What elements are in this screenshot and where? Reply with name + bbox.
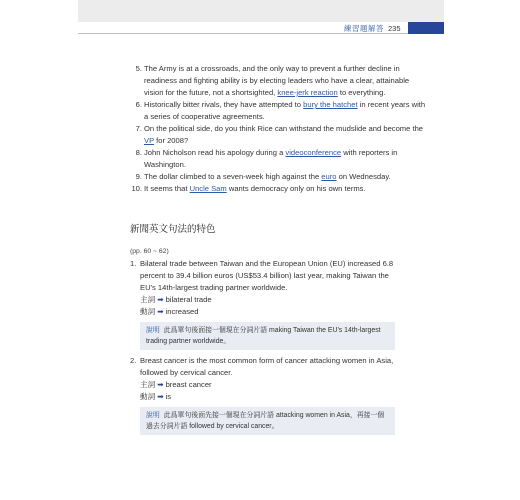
subject-value: bilateral trade <box>165 295 212 304</box>
list-item-text: in recent years with a series of cooperative agreements. <box>144 100 426 121</box>
list-item <box>130 147 430 171</box>
list-item <box>130 99 430 123</box>
list-item-text: The Army is at a crossroads, and the only way to prevent a further decline in readiness and fighting ability is by electing leaders who have a clear, attainable vision for the future, not a shortsighted, <box>144 64 410 97</box>
arrow-icon: ➡ <box>157 295 164 304</box>
running-head: 練習題解答 <box>344 24 384 33</box>
feature-sentence-text: Breast cancer is the most common form of cancer attacking women in Asia, followed by cervical cancer. <box>140 356 394 377</box>
list-item-number: 9. <box>135 172 142 181</box>
feature-number: 1. <box>130 259 137 268</box>
feature-sentence <box>130 355 395 379</box>
verb-line <box>130 306 395 318</box>
list-item-number: 8. <box>135 148 142 157</box>
feature-item-1 <box>130 258 395 350</box>
arrow-icon: ➡ <box>157 380 164 389</box>
list-item-text: on Wednesday. <box>336 172 391 181</box>
feature-item-2 <box>130 355 395 435</box>
list-item <box>130 123 430 147</box>
subject-value: breast cancer <box>165 380 212 389</box>
verb-label: 動詞 <box>140 307 156 316</box>
verb-label: 動詞 <box>140 392 156 401</box>
list-item <box>130 183 430 195</box>
list-item-text: The dollar climbed to a seven-week high against the <box>144 172 322 181</box>
list-item-text: It seems that <box>144 184 190 193</box>
subject-label: 主詞 <box>140 295 156 304</box>
list-item <box>130 171 430 183</box>
vocab-link[interactable]: Uncle Sam <box>189 184 227 193</box>
list-item-number: 7. <box>135 124 142 133</box>
list-item <box>130 63 430 99</box>
subject-line <box>130 294 395 306</box>
list-item-number: 5. <box>135 64 142 73</box>
vocab-link[interactable]: knee-jerk reaction <box>277 88 338 97</box>
verb-value: increased <box>165 307 199 316</box>
subject-line <box>130 379 395 391</box>
subject-label: 主詞 <box>140 380 156 389</box>
arrow-icon: ➡ <box>157 392 164 401</box>
list-item-text: Historically bitter rivals, they have attempted to <box>144 100 304 109</box>
feature-sentence <box>130 258 395 294</box>
vocab-link[interactable]: euro <box>321 172 337 181</box>
list-item-text: to everything. <box>337 88 386 97</box>
explanation-label: 說明 <box>146 412 160 419</box>
explanation-label: 說明 <box>146 327 160 334</box>
list-item-number: 6. <box>135 100 142 109</box>
list-item-text: wants democracy only on his own terms. <box>226 184 366 193</box>
vocab-link[interactable]: VP <box>144 136 154 145</box>
page-range: (pp. 60 ~ 62) <box>130 248 169 255</box>
explanation-box <box>140 322 395 350</box>
explanation-text: 此爲單句後面先接一個現在分詞片語 attacking women in Asia，再接一個過去分詞片語 followed by cervical cancer。 <box>146 412 385 430</box>
page-number: 235 <box>388 24 401 33</box>
verb-line <box>130 391 395 403</box>
explanation-box <box>140 407 395 435</box>
vocab-link[interactable]: videoconference <box>285 148 342 157</box>
explanation-text: 此爲單句後面接一個現在分詞片語 making Taiwan the EU's 14th-largest trading partner worldwide。 <box>146 327 381 345</box>
verb-value: is <box>165 392 172 401</box>
feature-number: 2. <box>130 356 137 365</box>
section-title: 新聞英文句法的特色 <box>130 224 216 235</box>
list-item-number: 10. <box>131 184 142 193</box>
list-item-text: On the political side, do you think Rice can withstand the mudslide and become the <box>144 124 424 133</box>
vocab-link[interactable]: bury the hatchet <box>303 100 358 109</box>
page-tab <box>408 22 444 34</box>
list-item-text: with reporters in Washington. <box>144 148 398 169</box>
list-item-text: for 2008? <box>154 136 189 145</box>
header-band <box>78 0 444 22</box>
feature-sentence-text: Bilateral trade between Taiwan and the European Union (EU) increased 6.8 percent to 39.4 billion euros (US$53.4 billion) last year, making Taiwan the EU's 14th-largest trading partner worldwide. <box>140 259 394 292</box>
list-item-text: John Nicholson read his apology during a <box>144 148 286 157</box>
exercise-answer-list <box>130 63 430 195</box>
arrow-icon: ➡ <box>157 307 164 316</box>
